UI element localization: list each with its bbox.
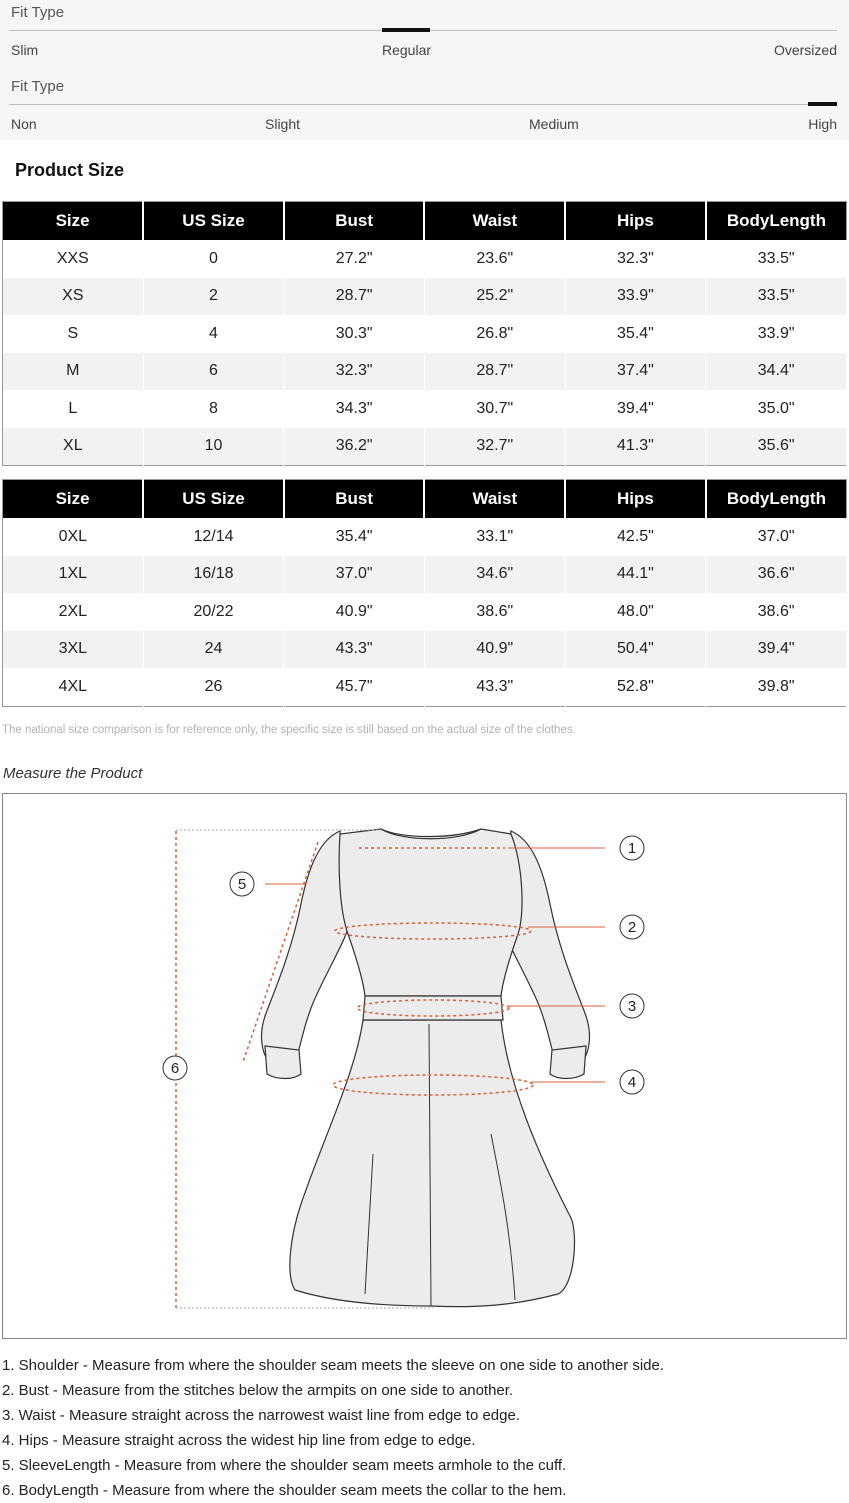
cell-us-size: 10 [143, 428, 284, 466]
cell-us-size: 8 [143, 390, 284, 428]
cell-waist: 28.7" [424, 353, 565, 391]
cell-size: XL [3, 428, 144, 466]
cell-hips: 48.0" [565, 593, 706, 631]
cell-us-size: 6 [143, 353, 284, 391]
cell-hips: 52.8" [565, 668, 706, 706]
cell-bodylength: 34.4" [706, 353, 847, 391]
header-us-size: US Size [143, 480, 284, 519]
fit-type-slim-regular [0, 0, 849, 74]
cell-waist: 34.6" [424, 556, 565, 594]
cell-size: 4XL [3, 668, 144, 706]
fit-scale-line [9, 104, 837, 105]
cell-hips: 35.4" [565, 315, 706, 353]
fit-type-title: Fit Type [11, 78, 65, 95]
header-size: Size [3, 480, 144, 519]
header-waist: Waist [424, 202, 565, 241]
cell-bust: 45.7" [284, 668, 425, 706]
table-row [3, 240, 847, 278]
measure-title: Measure the Product [3, 765, 143, 782]
cell-size: M [3, 353, 144, 391]
cell-hips: 44.1" [565, 556, 706, 594]
table-row [3, 593, 847, 631]
cell-hips: 41.3" [565, 428, 706, 466]
cell-hips: 33.9" [565, 278, 706, 316]
cell-size: 3XL [3, 631, 144, 669]
cell-size: XXS [3, 240, 144, 278]
table-row [3, 668, 847, 706]
cell-bust: 36.2" [284, 428, 425, 466]
marker-1: 1 [627, 840, 637, 857]
fit-label-slight: Slight [265, 116, 301, 132]
marker-3: 3 [627, 998, 637, 1015]
cell-us-size: 24 [143, 631, 284, 669]
table-header-row [3, 202, 847, 241]
header-bust: Bust [284, 480, 425, 519]
size-reference-note: The national size comparison is for reference only, the specific size is still based on the actual size of the clothes. [2, 724, 576, 736]
cell-waist: 38.6" [424, 593, 565, 631]
marker-4: 4 [627, 1074, 637, 1091]
left-sleeve [262, 831, 348, 1064]
table-row [3, 631, 847, 669]
header-us-size: US Size [143, 202, 284, 241]
instruction-shoulder: 1. Shoulder - Measure from where the shoulder seam meets the sleeve on one side to another side. [2, 1357, 665, 1374]
table-row [3, 315, 847, 353]
instruction-sleevelength: 5. SleeveLength - Measure from where the shoulder seam meets armhole to the cuff. [2, 1457, 567, 1474]
cell-waist: 30.7" [424, 390, 565, 428]
cell-hips: 42.5" [565, 518, 706, 556]
fit-label-slim: Slim [11, 42, 39, 58]
cell-us-size: 2 [143, 278, 284, 316]
cell-bodylength: 38.6" [706, 593, 847, 631]
cell-bust: 35.4" [284, 518, 425, 556]
cell-hips: 39.4" [565, 390, 706, 428]
header-bust: Bust [284, 202, 425, 241]
cell-us-size: 12/14 [143, 518, 284, 556]
header-waist: Waist [424, 480, 565, 519]
fit-label-high: High [808, 116, 837, 132]
header-size: Size [3, 202, 144, 241]
cell-us-size: 16/18 [143, 556, 284, 594]
cell-size: L [3, 390, 144, 428]
cell-hips: 50.4" [565, 631, 706, 669]
cell-size: 1XL [3, 556, 144, 594]
marker-5: 5 [237, 876, 247, 893]
fit-label-regular: Regular [382, 42, 432, 58]
cell-bust: 37.0" [284, 556, 425, 594]
header-bodylength: BodyLength [706, 202, 847, 241]
cell-bodylength: 33.9" [706, 315, 847, 353]
cell-size: 0XL [3, 518, 144, 556]
header-hips: Hips [565, 202, 706, 241]
header-hips: Hips [565, 480, 706, 519]
cell-waist: 26.8" [424, 315, 565, 353]
cell-us-size: 20/22 [143, 593, 284, 631]
cell-bodylength: 39.4" [706, 631, 847, 669]
dress-outline-illustration [3, 794, 848, 1340]
cell-bodylength: 35.0" [706, 390, 847, 428]
cell-size: S [3, 315, 144, 353]
product-size-title: Product Size [15, 160, 125, 180]
cell-bodylength: 33.5" [706, 240, 847, 278]
fit-type-panel [0, 0, 849, 140]
cell-bust: 27.2" [284, 240, 425, 278]
fit-scale-indicator [382, 28, 430, 32]
fit-type-stretch [0, 74, 849, 148]
cell-bust: 40.9" [284, 593, 425, 631]
fit-label-non: Non [11, 116, 37, 132]
cell-size: 2XL [3, 593, 144, 631]
instruction-waist: 3. Waist - Measure straight across the narrowest waist line from edge to edge. [2, 1407, 521, 1424]
fit-scale-indicator [808, 102, 837, 106]
table-row [3, 518, 847, 556]
cell-bodylength: 33.5" [706, 278, 847, 316]
cell-hips: 32.3" [565, 240, 706, 278]
dress-skirt [290, 1020, 575, 1307]
cell-us-size: 4 [143, 315, 284, 353]
cell-bodylength: 37.0" [706, 518, 847, 556]
cell-bust: 28.7" [284, 278, 425, 316]
instruction-hips: 4. Hips - Measure straight across the widest hip line from edge to edge. [2, 1432, 476, 1449]
cell-bust: 32.3" [284, 353, 425, 391]
cell-hips: 37.4" [565, 353, 706, 391]
cell-bodylength: 39.8" [706, 668, 847, 706]
dress-bodice [339, 829, 522, 996]
marker-2: 2 [627, 919, 637, 936]
cell-waist: 25.2" [424, 278, 565, 316]
measurement-instructions [2, 1353, 664, 1503]
instruction-bust: 2. Bust - Measure from the stitches below the armpits on one side to another. [2, 1382, 514, 1399]
table-row [3, 390, 847, 428]
size-table-plus [2, 479, 847, 707]
marker-6: 6 [170, 1060, 180, 1077]
cell-waist: 33.1" [424, 518, 565, 556]
fit-label-medium: Medium [529, 116, 579, 132]
table-row [3, 428, 847, 466]
cell-us-size: 0 [143, 240, 284, 278]
cell-bodylength: 36.6" [706, 556, 847, 594]
cell-bust: 43.3" [284, 631, 425, 669]
cell-bust: 34.3" [284, 390, 425, 428]
cell-waist: 32.7" [424, 428, 565, 466]
waistband [363, 996, 503, 1020]
fit-label-oversized: Oversized [773, 42, 837, 58]
table-row [3, 353, 847, 391]
instruction-bodylength: 6. BodyLength - Measure from where the shoulder seam meets the collar to the hem. [2, 1482, 567, 1499]
table-row [3, 556, 847, 594]
left-cuff [265, 1046, 301, 1079]
cell-bust: 30.3" [284, 315, 425, 353]
table-row [3, 278, 847, 316]
cell-waist: 23.6" [424, 240, 565, 278]
measurement-diagram [2, 793, 847, 1339]
cell-waist: 40.9" [424, 631, 565, 669]
cell-size: XS [3, 278, 144, 316]
cell-us-size: 26 [143, 668, 284, 706]
table-header-row [3, 480, 847, 519]
header-bodylength: BodyLength [706, 480, 847, 519]
right-cuff [550, 1046, 586, 1079]
cell-bodylength: 35.6" [706, 428, 847, 466]
size-table-standard [2, 201, 847, 466]
cell-waist: 43.3" [424, 668, 565, 706]
fit-type-title: Fit Type [11, 4, 65, 21]
